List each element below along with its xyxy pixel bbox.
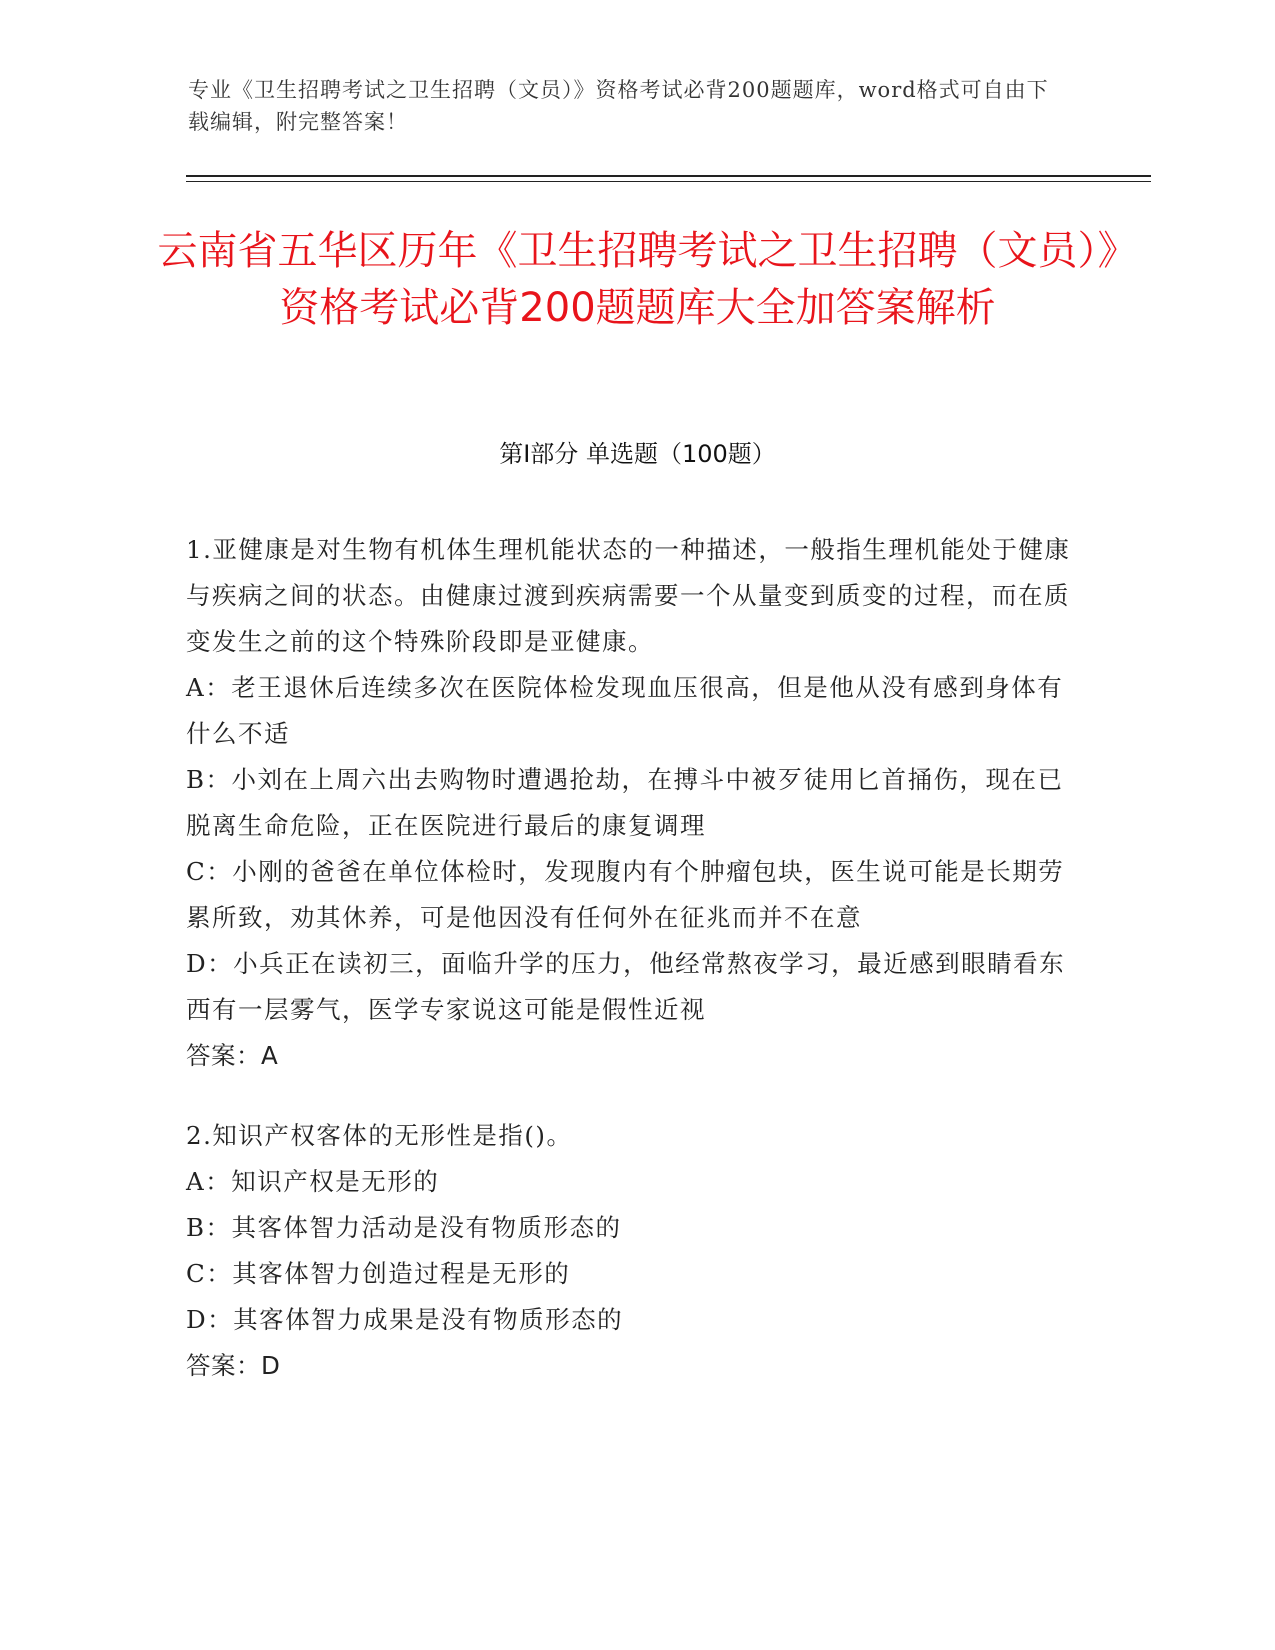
option-b: B：其客体智力活动是没有物质形态的	[186, 1213, 622, 1242]
header-divider-thin	[186, 181, 1151, 182]
header-divider-thick	[186, 175, 1151, 177]
option-a: A：知识产权是无形的	[186, 1167, 440, 1196]
header-note: 专业《卫生招聘考试之卫生招聘（文员）》资格考试必背200题题库，word格式可自由下载编辑，附完整答案！	[188, 78, 1049, 134]
option-c: C：小刚的爸爸在单位体检时，发现腹内有个肿瘤包块，医生说可能是长期劳累所致，劝其休养，可是他因没有任何外在征兆而并不在意	[186, 857, 1065, 932]
question-list	[186, 527, 1076, 1423]
option-d: D：小兵正在读初三，面临升学的压力，他经常熬夜学习，最近感到眼睛看东西有一层雾气，医学专家说这可能是假性近视	[186, 949, 1066, 1024]
option-c: C：其客体智力创造过程是无形的	[186, 1259, 571, 1288]
question-stem: 2.知识产权客体的无形性是指()。	[186, 1121, 573, 1150]
question-2	[186, 1113, 1076, 1389]
option-d: D：其客体智力成果是没有物质形态的	[186, 1305, 624, 1334]
option-b: B：小刘在上周六出去购物时遭遇抢劫，在搏斗中被歹徒用匕首捅伤，现在已脱离生命危险，正在医院进行最后的康复调理	[186, 765, 1064, 840]
document-title: 云南省五华区历年《卫生招聘考试之卫生招聘（文员）》资格考试必背200题题库大全加答案解析	[157, 228, 1118, 331]
section-heading: 第Ⅰ部分 单选题（100题）	[499, 440, 776, 468]
answer-line: 答案：A	[186, 1041, 279, 1070]
question-1	[186, 527, 1076, 1079]
question-stem: 1.亚健康是对生物有机体生理机能状态的一种描述，一般指生理机能处于健康与疾病之间的状态。由健康过渡到疾病需要一个从量变到质变的过程，而在质变发生之前的这个特殊阶段即是亚健康。	[186, 535, 1071, 656]
answer-line: 答案：D	[186, 1351, 281, 1380]
option-a: A：老王退休后连续多次在医院体检发现血压很高，但是他从没有感到身体有什么不适	[186, 673, 1064, 748]
